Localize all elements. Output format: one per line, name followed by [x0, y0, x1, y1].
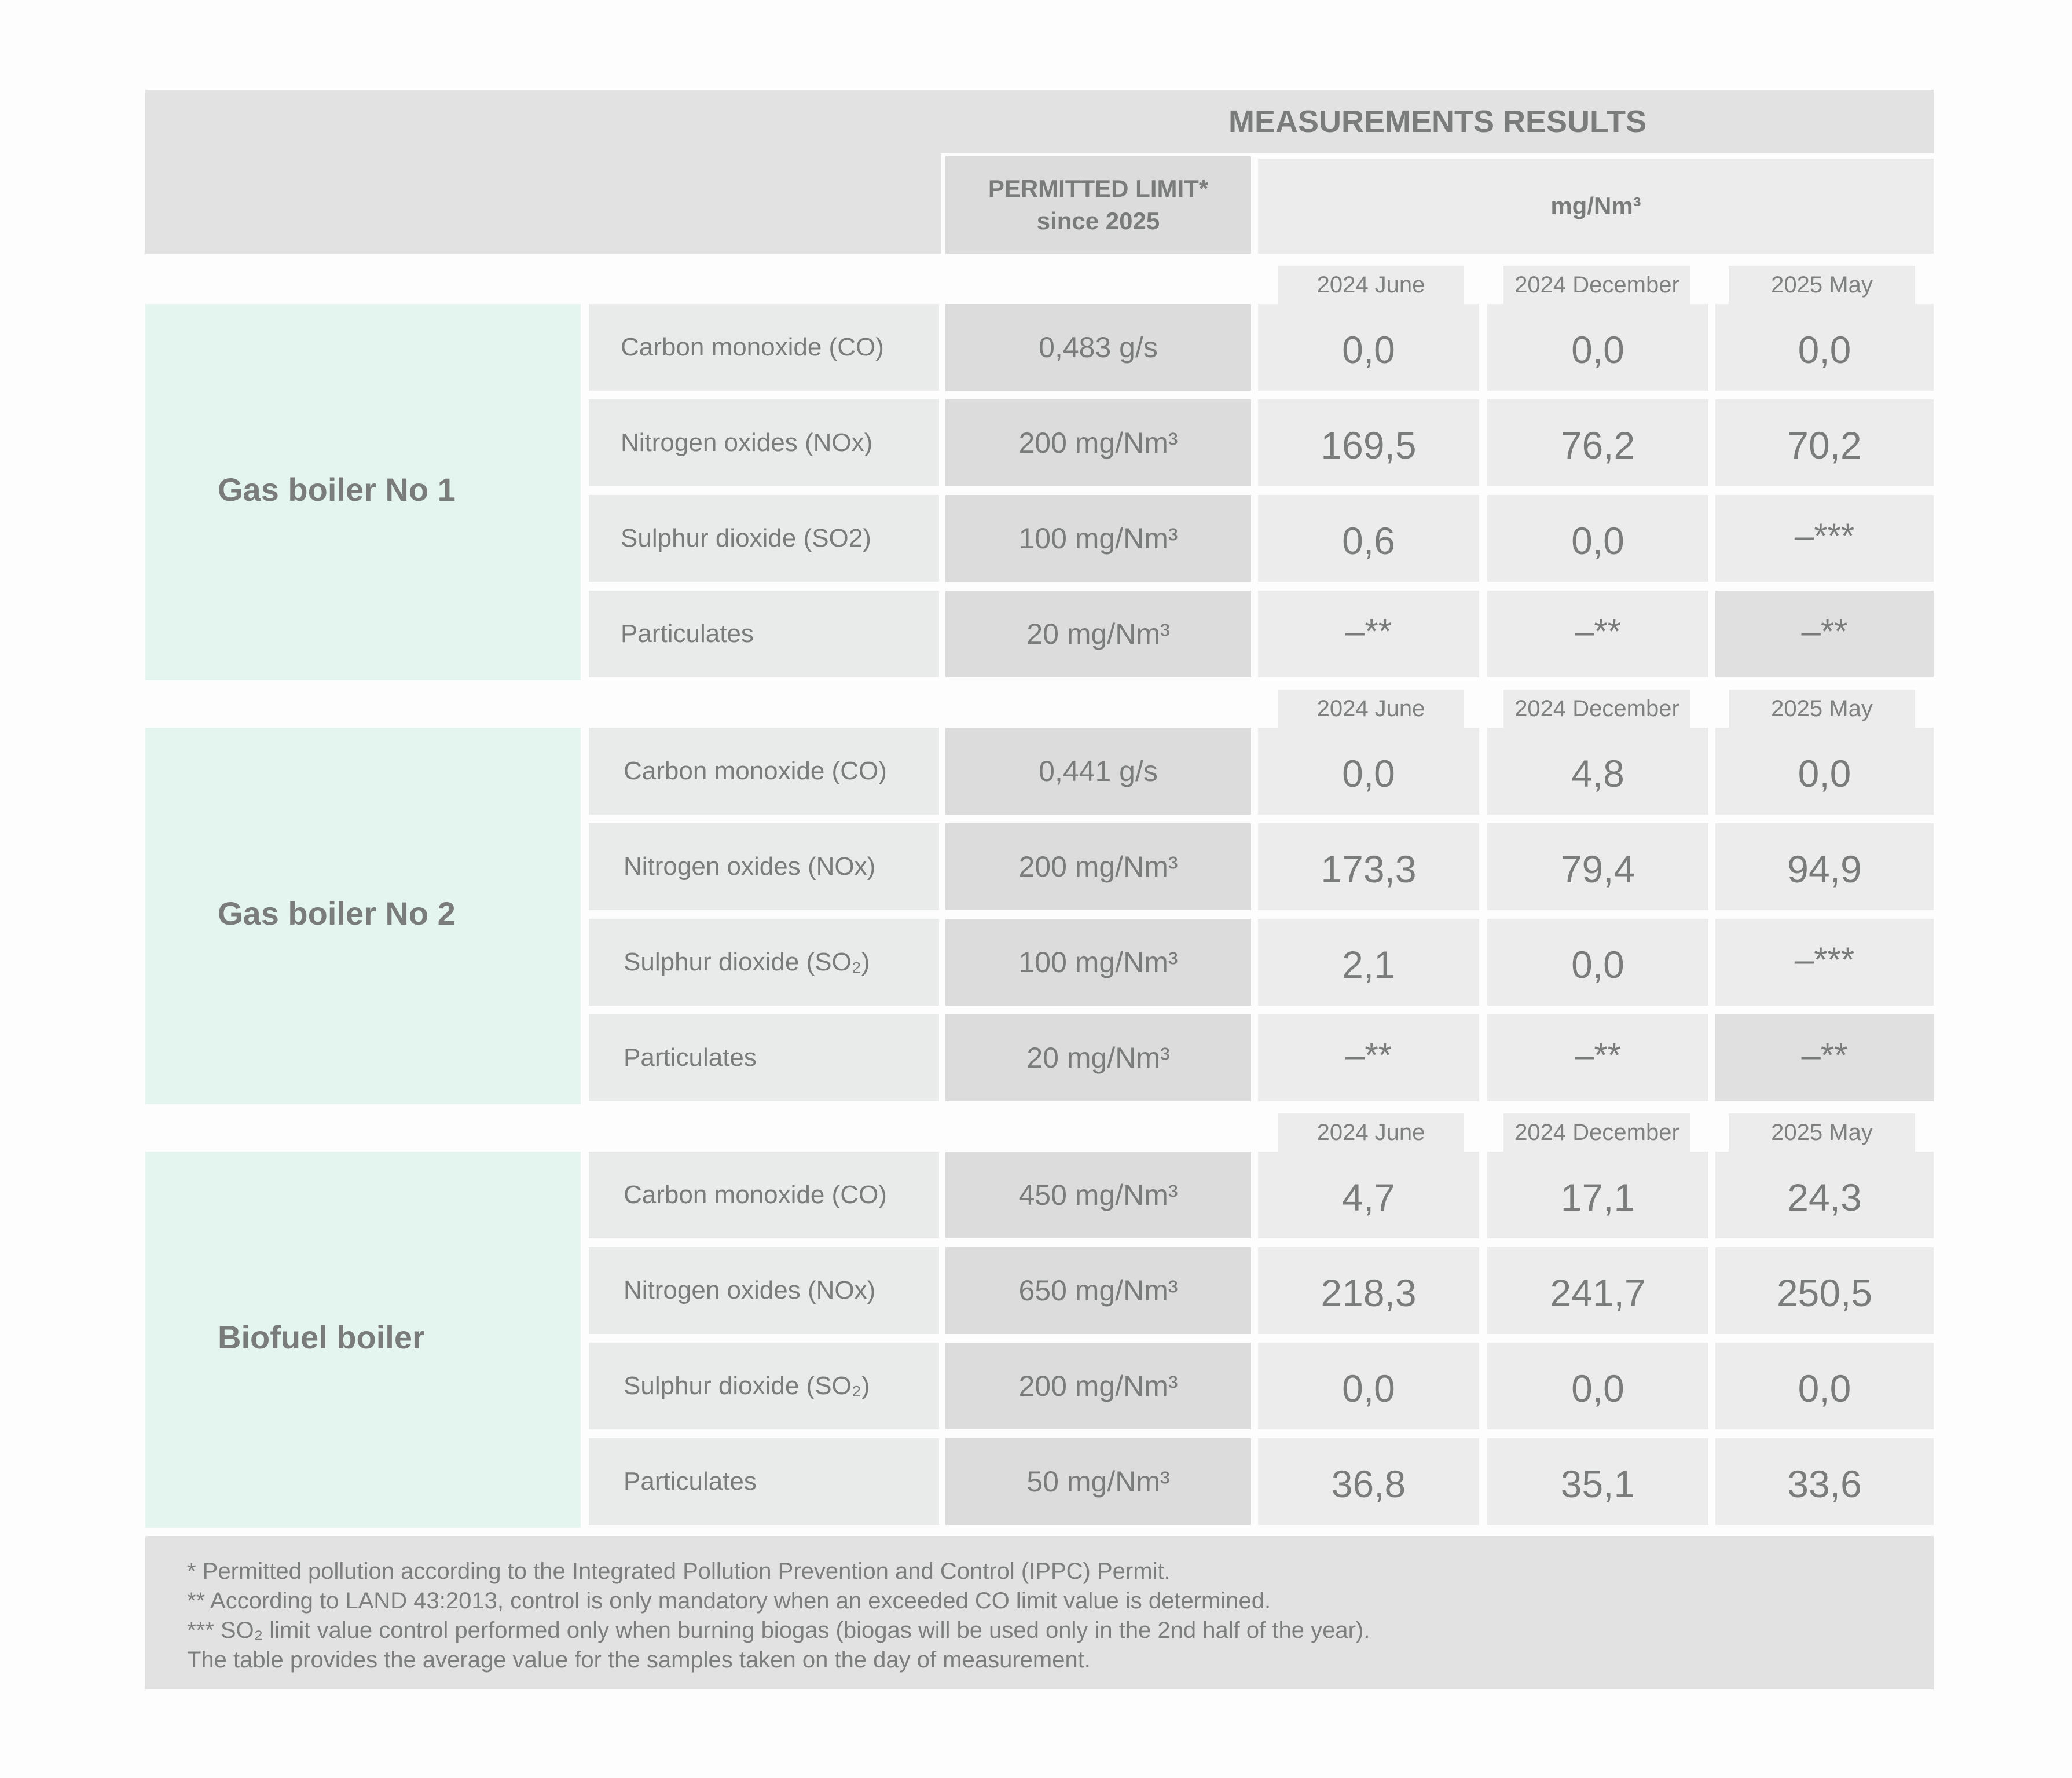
permitted-limit-value: 200 mg/Nm³ — [945, 399, 1251, 486]
measurement-value: 36,8 — [1258, 1438, 1479, 1525]
measurement-value: 241,7 — [1487, 1247, 1708, 1334]
measurement-value: 17,1 — [1487, 1152, 1708, 1238]
measurement-value: 4,8 — [1487, 728, 1708, 815]
measurement-value: 0,0 — [1487, 1343, 1708, 1429]
permitted-limit-value: 650 mg/Nm³ — [945, 1247, 1251, 1334]
measurement-value: 0,0 — [1715, 728, 1934, 815]
measurement-value: 0,0 — [1487, 495, 1708, 582]
substance-label: Particulates — [589, 1438, 939, 1525]
footnote-2: ** According to LAND 43:2013, control is only mandatory when an exceeded CO limit value is determined. — [187, 1588, 1271, 1614]
unit-header: mg/Nm³ — [1258, 159, 1934, 254]
measurement-value: 218,3 — [1258, 1247, 1479, 1334]
measurement-value: 79,4 — [1487, 823, 1708, 910]
permitted-limit-value: 200 mg/Nm³ — [945, 823, 1251, 910]
measurement-value: 76,2 — [1487, 399, 1708, 486]
substance-label: Sulphur dioxide (SO₂) — [589, 919, 939, 1006]
measurement-value: 33,6 — [1715, 1438, 1934, 1525]
footnote-4: The table provides the average value for the samples taken on the day of measurement. — [187, 1647, 1091, 1673]
substance-label: Particulates — [589, 591, 939, 677]
substance-label: Nitrogen oxides (NOx) — [589, 399, 939, 486]
measurement-value: –** — [1715, 1014, 1934, 1101]
substance-label: Sulphur dioxide (SO₂) — [589, 1343, 939, 1429]
measurement-value: –** — [1487, 591, 1708, 677]
permitted-limit-value: 0,441 g/s — [945, 728, 1251, 815]
measurement-value: 169,5 — [1258, 399, 1479, 486]
footnotes — [145, 1536, 1934, 1689]
measurement-value: 4,7 — [1258, 1152, 1479, 1238]
boiler-name: Gas boiler No 1 — [145, 304, 581, 680]
date-tab-2: 2024 December — [1503, 1113, 1690, 1152]
measurement-value: 24,3 — [1715, 1152, 1934, 1238]
footnote-3: *** SO₂ limit value control performed only when burning biogas (biogas will be used only in the 2nd half of the year). — [187, 1618, 1370, 1643]
substance-label: Particulates — [589, 1014, 939, 1101]
permitted-limit-value: 0,483 g/s — [945, 304, 1251, 391]
measurement-value: –*** — [1715, 495, 1934, 582]
measurement-value: 0,0 — [1487, 304, 1708, 391]
substance-label: Carbon monoxide (CO) — [589, 728, 939, 815]
measurements-title: MEASUREMENTS RESULTS — [941, 90, 1934, 153]
measurement-value: –** — [1487, 1014, 1708, 1101]
footnote-1: * Permitted pollution according to the Integrated Pollution Prevention and Control (IPPC) Permit. — [187, 1559, 1171, 1584]
date-tab-1: 2024 June — [1278, 690, 1464, 728]
measurement-value: –** — [1258, 1014, 1479, 1101]
substance-label: Carbon monoxide (CO) — [589, 304, 939, 391]
measurement-value: 0,0 — [1258, 1343, 1479, 1429]
substance-label: Nitrogen oxides (NOx) — [589, 1247, 939, 1334]
date-tab-3: 2025 May — [1729, 266, 1915, 304]
measurement-value: 0,6 — [1258, 495, 1479, 582]
date-tab-3: 2025 May — [1729, 690, 1915, 728]
substance-label: Sulphur dioxide (SO2) — [589, 495, 939, 582]
permitted-limit-label: PERMITTED LIMIT* — [988, 175, 1209, 202]
permitted-limit-value: 20 mg/Nm³ — [945, 1014, 1251, 1101]
permitted-limit-value: 100 mg/Nm³ — [945, 495, 1251, 582]
measurement-value: 0,0 — [1258, 304, 1479, 391]
measurement-value: 70,2 — [1715, 399, 1934, 486]
date-tab-3: 2025 May — [1729, 1113, 1915, 1152]
measurement-value: –** — [1258, 591, 1479, 677]
boiler-name: Gas boiler No 2 — [145, 728, 581, 1104]
measurement-value: 94,9 — [1715, 823, 1934, 910]
boiler-name: Biofuel boiler — [145, 1152, 581, 1528]
header-left-block — [145, 90, 941, 254]
measurement-value: –** — [1715, 591, 1934, 677]
permitted-limit-value: 100 mg/Nm³ — [945, 919, 1251, 1006]
date-tab-1: 2024 June — [1278, 1113, 1464, 1152]
measurement-value: 35,1 — [1487, 1438, 1708, 1525]
substance-label: Nitrogen oxides (NOx) — [589, 823, 939, 910]
measurement-value: 250,5 — [1715, 1247, 1934, 1334]
permitted-limit-value: 200 mg/Nm³ — [945, 1343, 1251, 1429]
measurement-value: 173,3 — [1258, 823, 1479, 910]
date-tab-1: 2024 June — [1278, 266, 1464, 304]
substance-label: Carbon monoxide (CO) — [589, 1152, 939, 1238]
permitted-limit-header — [945, 156, 1251, 254]
permitted-limit-value: 20 mg/Nm³ — [945, 591, 1251, 677]
permitted-limit-value: 450 mg/Nm³ — [945, 1152, 1251, 1238]
measurement-value: 0,0 — [1258, 728, 1479, 815]
measurement-value: 0,0 — [1715, 1343, 1934, 1429]
permitted-limit-since: since 2025 — [1036, 207, 1160, 234]
measurement-value: –*** — [1715, 919, 1934, 1006]
measurement-value: 0,0 — [1715, 304, 1934, 391]
date-tab-2: 2024 December — [1503, 266, 1690, 304]
measurement-value: 0,0 — [1487, 919, 1708, 1006]
date-tab-2: 2024 December — [1503, 690, 1690, 728]
permitted-limit-value: 50 mg/Nm³ — [945, 1438, 1251, 1525]
measurement-value: 2,1 — [1258, 919, 1479, 1006]
